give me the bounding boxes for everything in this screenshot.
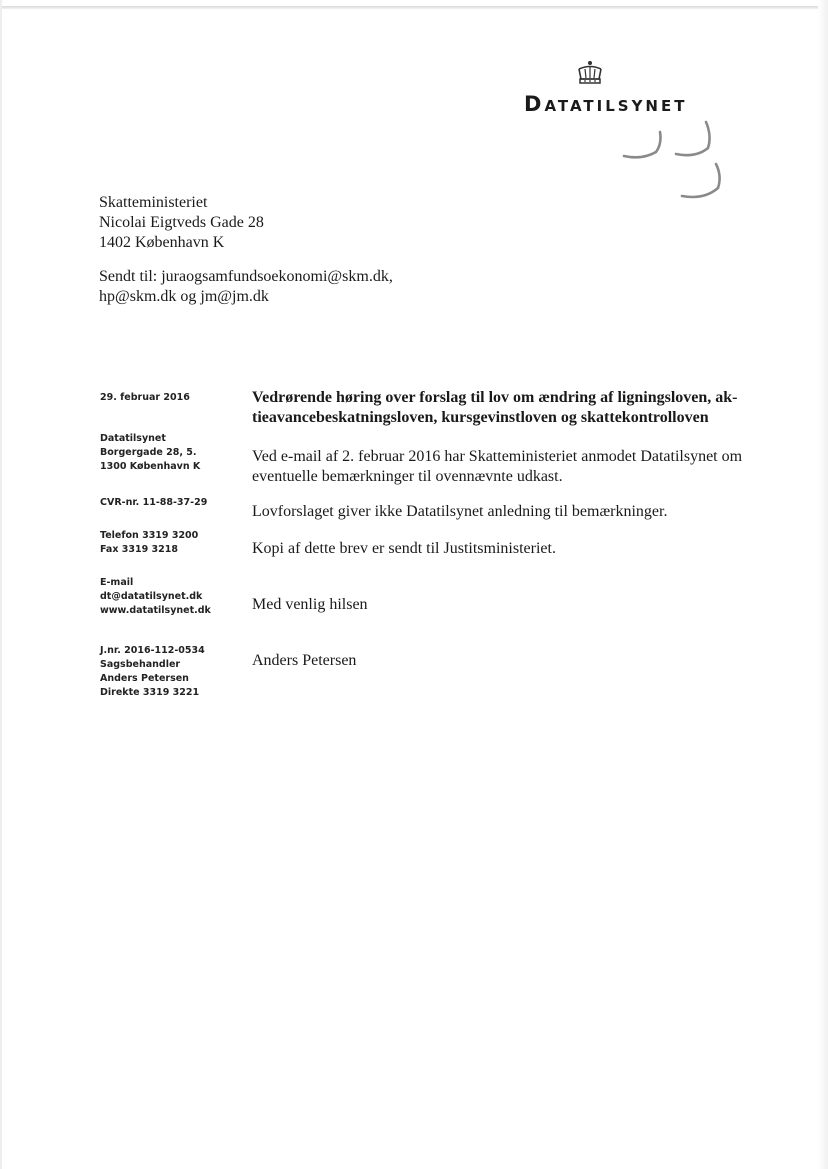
handwritten-marks [620,118,730,204]
phone-number: Telefon 3319 3200 [100,530,199,541]
contact-block [100,576,211,618]
sender-street: Borgergade 28, 5. [100,447,197,458]
signatory: Anders Petersen [252,652,357,669]
website-url: www.datatilsynet.dk [100,605,211,616]
sent-to-line-2: hp@skm.dk og jm@jm.dk [99,288,269,305]
case-block [100,644,205,700]
case-handler-label: Sagsbehandler [100,659,181,670]
sender-address [100,432,200,474]
direct-phone: Direkte 3319 3221 [100,687,200,698]
sent-to [99,267,393,307]
letter-date: 29. februar 2016 [100,392,190,403]
subject-line-1: Vedrørende høring over forslag til lov om ændring af ligningsloven, ak- [252,389,738,406]
scan-edge-left [0,0,2,1169]
paragraph-3: Kopi af dette brev er sendt til Justitsministeriet. [252,540,556,557]
closing: Med venlig hilsen [252,596,368,613]
sent-to-line-1: Sendt til: juraogsamfundsoekonomi@skm.dk, [99,268,393,285]
scan-edge-top [0,6,828,9]
phone-block [100,529,198,557]
cvr-number: CVR-nr. 11-88-37-29 [100,497,208,508]
recipient-address [99,193,264,253]
email-label: E-mail [100,577,134,588]
recipient-name: Skatteministeriet [99,194,208,211]
letterhead-logo [524,60,744,116]
email-address: dt@datatilsynet.dk [100,591,203,602]
subject-line-2: tieavancebeskatningsloven, kursgevinstloven og skattekontrolloven [252,409,709,426]
fax-number: Fax 3319 3218 [100,544,178,555]
crown-icon [576,60,604,86]
paragraph-1-line-1: Ved e-mail af 2. februar 2016 har Skatteministeriet anmodet Datatilsynet om [252,448,743,465]
sender-name: Datatilsynet [100,433,166,444]
paragraph-1-line-2: eventuelle bemærkninger til ovennævnte udkast. [252,468,563,485]
paragraph-2: Lovforslaget giver ikke Datatilsynet anledning til bemærkninger. [252,503,668,520]
recipient-city: 1402 København K [99,234,225,251]
scan-edge-right [818,0,828,1169]
sender-city: 1300 København K [100,461,201,472]
case-handler-name: Anders Petersen [100,673,189,684]
recipient-street: Nicolai Eigtveds Gade 28 [99,214,264,231]
case-number: J.nr. 2016-112-0534 [100,645,205,656]
organization-wordmark: DATATILSYNET [524,92,688,116]
paragraph-1 [252,447,742,487]
letter-subject [252,388,752,428]
